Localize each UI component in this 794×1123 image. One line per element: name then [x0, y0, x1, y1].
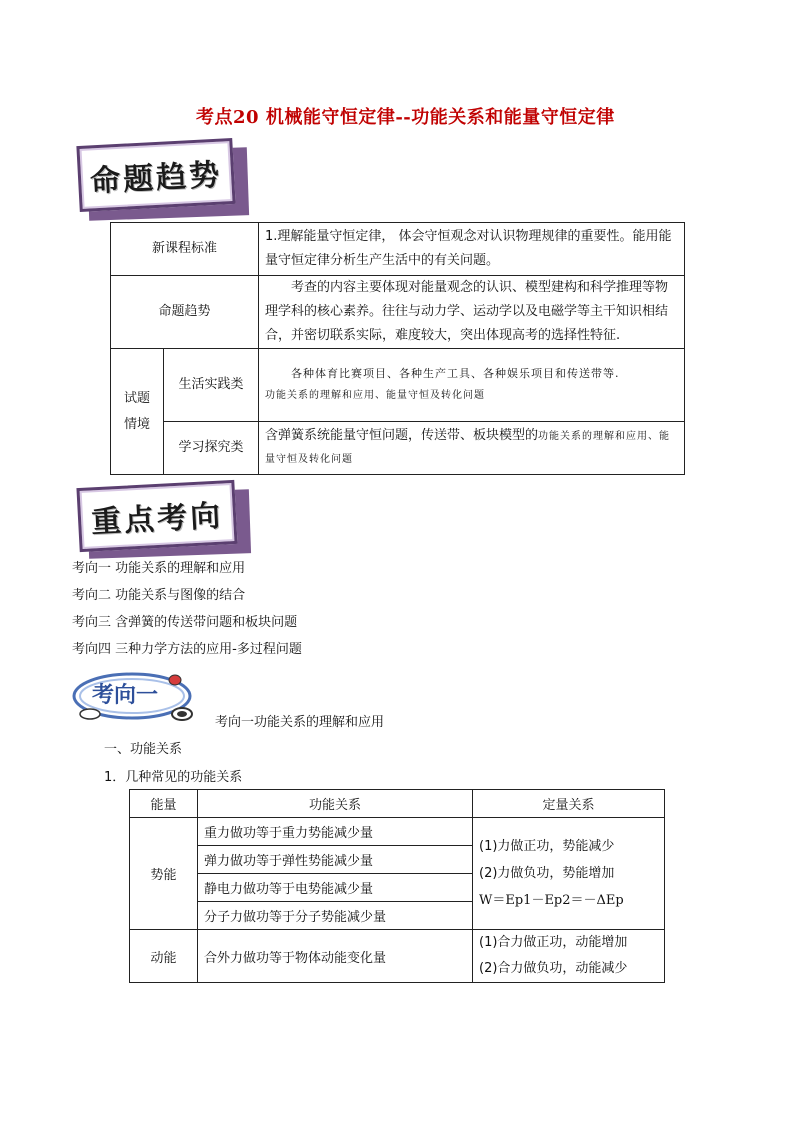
- situation-label: [111, 349, 164, 475]
- potential-row-4: 分子力做功等于分子势能减少量: [198, 902, 473, 930]
- kinetic-label: 动能: [130, 930, 198, 983]
- potential-label: 势能: [130, 818, 198, 930]
- potential-quant-1: (1)力做正功，势能减少: [479, 839, 615, 854]
- direction-item-1: 考向一 功能关系的理解和应用: [72, 561, 246, 576]
- curriculum-label: 新课程标准: [111, 223, 259, 276]
- potential-quant-cell: [473, 818, 665, 930]
- sub-heading: 1．几种常见的功能关系: [104, 770, 243, 785]
- life-text-1: 各种体育比赛项目、各种生产工具、各种娱乐项目和传送带等.: [291, 367, 620, 380]
- focus-banner: [78, 484, 250, 556]
- direction-one-badge: [70, 670, 200, 726]
- focus-banner-text: 重点考向: [90, 498, 225, 541]
- life-cell: [259, 349, 685, 422]
- trend-text: 考查的内容主要体现对能量观念的认识、模型建构和科学推理等物理学科的核心素养。往往与动力学、运动学以及电磁学等主干知识相结合，并密切联系实际，难度较大，突出体现高考的选择性特征.: [259, 276, 685, 349]
- header-energy: 能量: [130, 790, 198, 818]
- life-label: 生活实践类: [164, 349, 259, 422]
- trend-banner-text: 命题趋势: [89, 157, 224, 200]
- study-label: 学习探究类: [164, 422, 259, 475]
- study-text-1: 含弹簧系统能量守恒问题，传送带、板块模型的: [265, 428, 539, 443]
- trend-table: [110, 222, 685, 475]
- direction-item-2: 考向二 功能关系与图像的结合: [72, 588, 246, 603]
- potential-row-2: 弹力做功等于弹性势能减少量: [198, 846, 473, 874]
- badge-text: 考向一: [92, 682, 159, 708]
- potential-row-1: 重力做功等于重力势能减少量: [198, 818, 473, 846]
- trend-label: 命题趋势: [111, 276, 259, 349]
- potential-quant-3: W＝Ep1－Ep2＝－ΔEp: [479, 893, 624, 908]
- document-title: 考点20 机械能守恒定律--功能关系和能量守恒定律: [196, 107, 615, 128]
- kinetic-quant-cell: [473, 930, 665, 983]
- kinetic-quant-2: (2)合力做负功，动能减少: [479, 961, 628, 976]
- curriculum-text: 1.理解能量守恒定律， 体会守恒观念对认识物理规律的重要性。能用能量守恒定律分析生产生活中的有关问题。: [259, 223, 685, 276]
- direction-item-4: 考向四 三种力学方法的应用-多过程问题: [72, 642, 302, 657]
- potential-row-3: 静电力做功等于电势能减少量: [198, 874, 473, 902]
- kinetic-quant-1: (1)合力做正功，动能增加: [479, 935, 628, 950]
- header-relation: 功能关系: [198, 790, 473, 818]
- energy-table: [129, 789, 665, 983]
- trend-banner: [78, 142, 248, 218]
- study-cell: [259, 422, 685, 475]
- life-text-2: 功能关系的理解和应用、能量守恒及转化问题: [265, 390, 485, 401]
- study-text-2: 功能关系的理解和应用、能量守恒及转化问题: [265, 431, 671, 465]
- direction-item-3: 考向三 含弹簧的传送带问题和板块问题: [72, 615, 298, 630]
- section-heading: 一、功能关系: [104, 742, 183, 757]
- direction-one-heading: 考向一功能关系的理解和应用: [215, 715, 385, 730]
- header-quant: 定量关系: [473, 790, 665, 818]
- potential-quant-2: (2)力做负功，势能增加: [479, 866, 615, 881]
- kinetic-relation: 合外力做功等于物体动能变化量: [198, 930, 473, 983]
- situation-label-text: 试题情境: [123, 390, 150, 432]
